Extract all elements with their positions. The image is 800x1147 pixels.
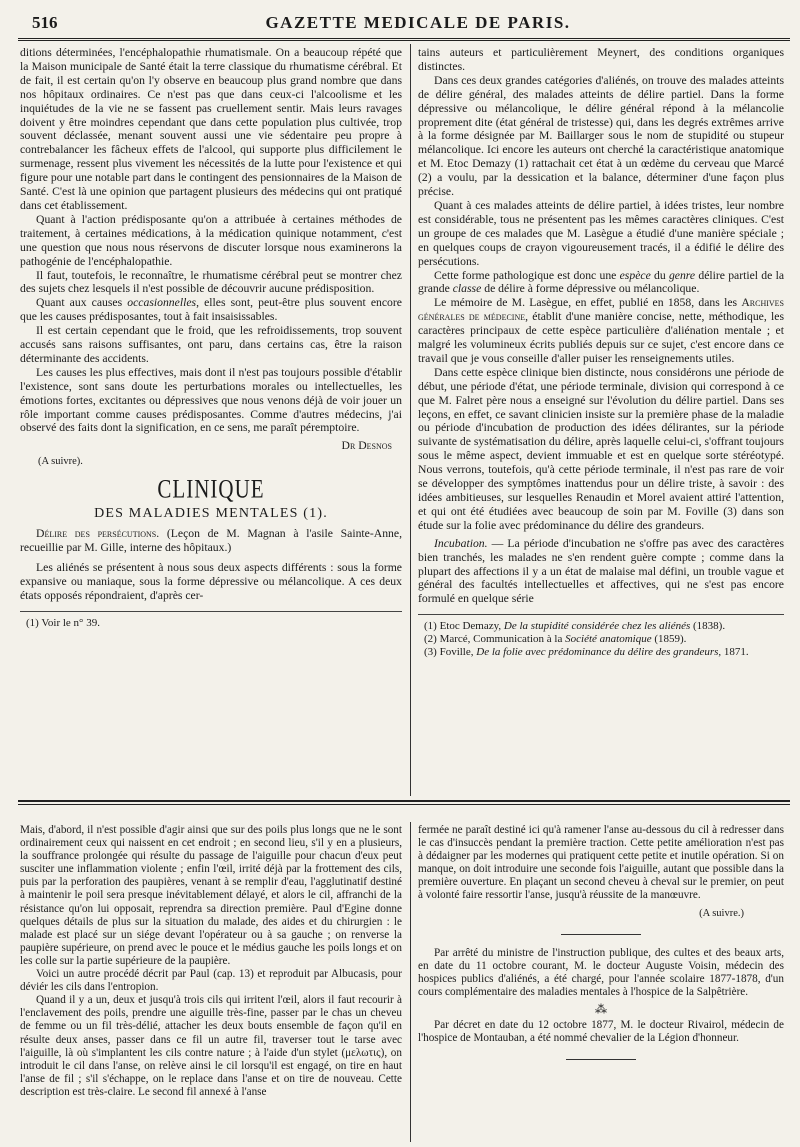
paragraph: Quand il y a un, deux et jusqu'à trois cils qui irritent l'œil, alors il faut recourir à l'enclavement des poils, prendre une aiguille très-fine, passer par le chas un cheveu de femme ou un fil très-délié, attacher les deux bouts ensemble de façon qu'il en résulte deux anses, passer dans ce fil un autre fil, traverser tout le tarse avec l'aiguille, là où s'implantent les cils contre nature ; à l'aide d'un stylet (μελωτις), on introduit le cil dans l'anse, on relève ainsi le cil lorsqu'il est engagé, on tire en haut l'anse de fil ; s'il s'échappe, on le replace dans l'anse et on tire de nouveau. Cette description est très-claire. Le second fil annexé à l'anse <box>20 994 402 1098</box>
journal-title: GAZETTE MEDICALE DE PARIS. <box>265 13 571 32</box>
page-number: 516 <box>32 13 58 32</box>
left-column <box>20 46 402 630</box>
paragraph: Il est certain cependant que le froid, que les refroidissements, trop souvent accusés sans raisons suffisantes, ont paru, dans certains cas, être la raison déterminante des accidents. <box>20 324 402 365</box>
paragraph: Incubation. — La période d'incubation ne s'offre pas avec des caractères bien tranchés, les malades ne s'en rendent guère compte ; comme dans la plupart des affections il y a un état de malaise mal défini, un trouble vague et général des facultés intellectuelles et affectives, qui ne s'est pas encore formulé en quelque série <box>418 536 784 606</box>
column-divider <box>410 822 411 1142</box>
paragraph: Le mémoire de M. Lasègue, en effet, publié en 1858, dans les Archives générales de médecine, établit d'une manière concise, nette, méthodique, les caractères principaux de cette espèce particulière d'aliénation mentale ; et malgré les volumineux écrits publiés depuis sur ce sujet, c'est encore dans ce travail que je vous conseille d'aller puiser les renseignements utiles. <box>418 296 785 365</box>
footnote-rule <box>20 611 402 612</box>
paragraph: Il faut, toutefois, le reconnaître, le rhumatisme cérébral peut se montrer chez des sujets chez lesquels il n'est possible de découvrir aucune prédisposition. <box>20 268 402 296</box>
divider <box>566 1059 636 1060</box>
paragraph: Dans ces deux grandes catégories d'aliénés, on trouve des malades atteints de délire général, des malades atteints de délire partiel. Dans la forme dépressive ou mélancolique, le délire général répond à la mélancolie proprement dite (état général de tristesse) qui, dans les degrés extrêmes arrive à la forme désignée par M. Baillarger sous le nom de stupidité ou stupeur mélancolique. Ici encore les auteurs ont cherché la caractéristique anatomique et M. Etoc Demazy (1) rattachait cet état à un œdème du cerveau que Marcé (2) a voulu, par la dessication et la balance, déterminer d'une façon plus précise. <box>418 73 784 199</box>
paragraph: Les aliénés se présentent à nous sous deux aspects différents : sous la forme expansive ou maniaque, sous la forme dépressive ou mélancolique. A ces deux états opposés répondraient, d'après cer- <box>20 560 402 602</box>
paragraph: fermée ne paraît destiné ici qu'à ramener l'anse au-dessous du cil à redresser dans le cas d'insuccès pendant la première traction. Cette petite amélioration n'est pas à dédaigner par les modernes qui pratiquent cette petite et inutile opération. Si on manque, on doit introduire une seconde fois l'aiguille, autant que possible dans la première ouverture. En plaçant un second cheveu à cheval sur le premier, on peut à volonté faire ressortir l'anse, jusqu'à réussite de la manœuvre. <box>418 824 784 902</box>
to-continue-note: (A suivre.) <box>699 907 744 919</box>
footnote: (2) Marcé, Communication à la Société anatomique (1859). <box>424 633 687 646</box>
paragraph: Les causes les plus effectives, mais dont il n'est pas toujours possible d'établir l'existence, sont sans doute les perturbations morales ou intellectuelles, les émotions fortes, excitantes ou dépressives que nous venons déjà de voir jouer un rôle important comme causes prédisposantes. Comme d'autres médecins, j'ai observé des faits dont la signification, en ce sens, me paraît péremptoire. <box>20 365 402 435</box>
section-title: CLINIQUE <box>157 473 265 504</box>
paragraph: Quant aux causes occasionnelles, elles sont, peut-être plus souvent encore que les causes prédisposantes, tout à fait insaisissables. <box>20 296 402 324</box>
to-continue-note: (A suivre). <box>38 456 83 468</box>
paragraph: Quant à l'action prédisposante qu'on a attribuée à certaines méthodes de traitement, à certaines médications, à la médication quinique notamment, c'est une question que nous nous réservons de discuter lorsque nous examinerons la pathogénie de l'encéphalopathie. <box>20 212 402 268</box>
header-rule <box>18 38 790 41</box>
asterism: ⁂ <box>595 1002 607 1017</box>
footnote: (1) Voir le n° 39. <box>26 616 100 629</box>
footnote: (1) Etoc Demazy, De la stupidité considérée chez les aliénés (1838). <box>424 620 726 633</box>
paragraph: Mais, d'abord, il n'est possible d'agir ainsi que sur des poils plus longs que ne le sont ordinairement ceux qui naissent en cet endroit ; en second lieu, s'il y en a plusieurs, la souffrance prolongée qui résulte du passage de l'aiguille pour chacun d'eux peut susciter une inflammation violente ; enfin l'œil, irrité déjà par la frottement des cils, puis par la perforation des paupières, venant à se remplir d'eau, l'agglutinatif destiné à maintenir le poil sera presque inévitablement délayé, et alors le cil, affranchi de la résistance qu'on lui opposait, reprendra sa direction première. Paul d'Egine donne quelques détails de plus sur la situation du malade, des aides et du chirurgien : le malade est placé sur un siége devant l'opérateur ou à sa gauche ; on renverse la paupière supérieure, on prend avec le pouce et le médius gauche les poils longs et on les colle sur la partie supérieure de la paupière. <box>20 824 402 967</box>
bottom-left-column <box>20 824 402 1099</box>
paragraph: ditions déterminées, l'encéphalopathie rhumatismale. On a beaucoup répété que la Maison municipale de Santé était la terre classique du rhumatisme cérébral. Et de fait, il est certain qu'on l'y observe en beaucoup plus grand nombre que dans nos hôpitaux ordinaires. Ce n'est pas que dans ceux-ci l'alcoolisme et les inquiétudes de la vie ne se fassent pas cruellement sentir. Mais leurs ravages doivent y être moindres cependant que dans cette population plus cultivée, trop souvent déclassée, menant souvent aussi une vie sédentaire peu propre à contrebalancer les fâcheux effets de l'alcool, qui supporte plus difficilement le surmenage, ressent plus vivement les nécessités de la lutte pour l'existence et qui figure pour une notable part dans le contingent des pensionnaires de la Maison de Santé. C'est là une opinion que partagent plusieurs des médecins qui ont pratiqué dans cet établissement. <box>20 46 402 212</box>
right-column <box>418 46 784 659</box>
page-header <box>18 10 788 36</box>
paragraph: Dans cette espèce clinique bien distincte, nous considérons une période de début, une période d'état, une période terminale, division qui correspond à ce que M. Falret père nous a enseigné sur l'évolution du délire partiel. Dans ses leçons, en effet, ce savant clinicien insiste sur la première phase de la maladie ou période d'incubation de production des idées délirantes, sur la période suivante de systématisation du délire, après laquelle celui-ci, s'offrant toujours sous le même aspect, devient immuable et est en quelque sorte stéréotypé. Nous verrons, toutefois, qu'à cette période terminale, il n'est pas rare de voir se développer des symptômes inattendus pour un délire triste, à savoir : des idées ambitieuses, sur lesquelles Renaudin et Morel avaient attiré l'attention, et qui ont été étudiées avec beaucoup de soin par M. Foville (3) dans son étude sur la folie avec prédominance du délire des grandeurs. <box>418 365 784 532</box>
announcement: Par arrêté du ministre de l'instruction publique, des cultes et des beaux arts, en date du 11 octobre courant, M. le docteur Auguste Voisin, médecin des hospices publics d'aliénés, a été chargé, pour l'année scolaire 1877-1878, d'un cours complémentaire des maladies mentales à l'hospice de la Salpêtrière. <box>418 946 784 998</box>
footnote: (3) Foville, De la folie avec prédominance du délire des grandeurs, 1871. <box>424 646 749 659</box>
section-separator <box>18 800 790 810</box>
section-subtitle: DES MALADIES MENTALES (1). <box>94 506 328 522</box>
column-divider <box>410 44 411 796</box>
bottom-right-column <box>418 824 784 1060</box>
author-signature: Dr Desnos <box>341 439 392 453</box>
paragraph: Cette forme pathologique est donc une espèce du genre délire partiel de la grande classe de délire à forme dépressive ou mélancolique. <box>418 268 785 296</box>
paragraph: tains auteurs et particulièrement Meynert, des conditions organiques distinctes. <box>418 46 784 73</box>
footnote-rule <box>418 614 784 615</box>
paragraph: Quant à ces malades atteints de délire partiel, à idées tristes, leur nombre est considérable, tous ne présentent pas les mêmes caractères cliniques. C'est un groupe de ces malades que M. Lasègue a étudié d'une manière spéciale ; en quelques coups de crayon vigoureusement tracés, il a édifié le délire des persécutions. <box>418 198 784 268</box>
lesson-heading: Délire des persécutions. (Leçon de M. Magnan à l'asile Sainte-Anne, recueillie par M. Gille, interne des hôpitaux.) <box>20 527 403 554</box>
divider <box>561 934 641 935</box>
announcement: Par décret en date du 12 octobre 1877, M. le docteur Rivairol, médecin de l'hospice de Montauban, a été nommé chevalier de la Légion d'honneur. <box>418 1019 784 1045</box>
paragraph: Voici un autre procédé décrit par Paul (cap. 13) et reproduit par Albucasis, pour déviér les cils dans l'entropion. <box>20 968 402 994</box>
